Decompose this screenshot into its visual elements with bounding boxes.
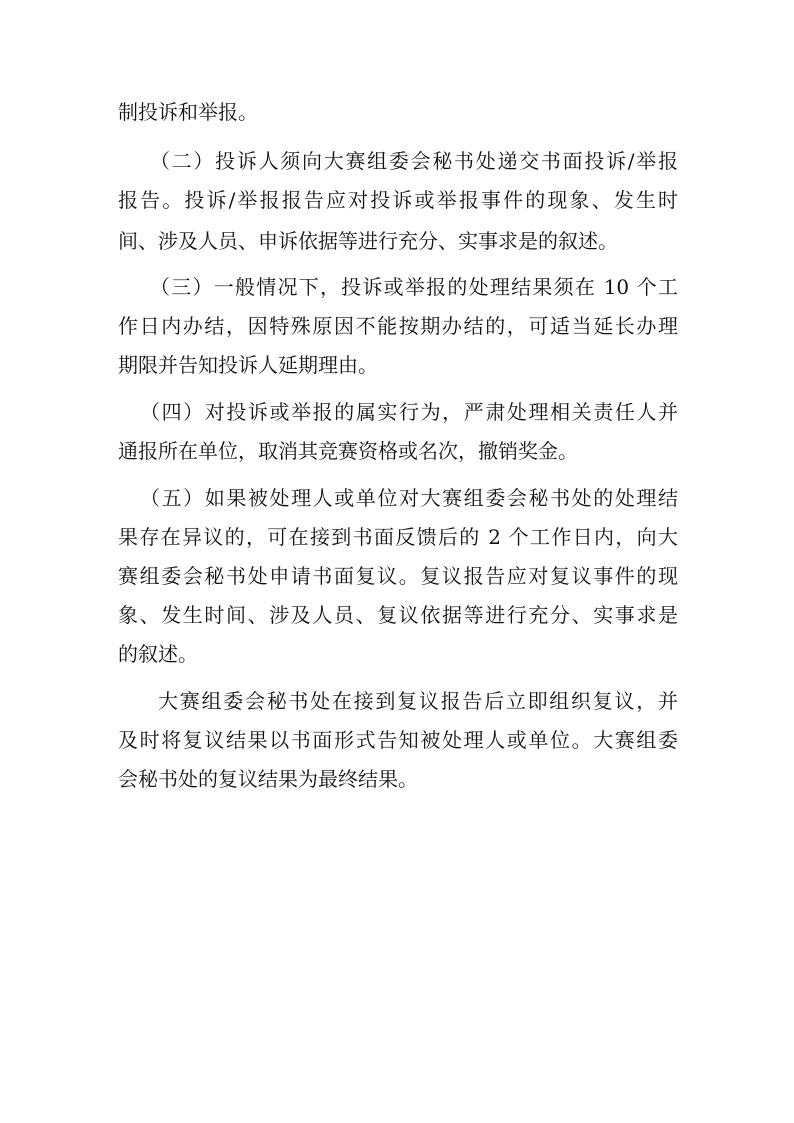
paragraph-line: 报告。投诉/举报报告应对投诉或举报事件的现象、发生时 <box>118 188 678 212</box>
paragraph-line: 赛组委会秘书处申请书面复议。复议报告应对复议事件的现 <box>118 564 678 588</box>
paragraph-line: 果存在异议的，可在接到书面反馈后的 2 个工作日内，向大 <box>118 525 678 549</box>
paragraph-line: 间、涉及人员、申诉依据等进行充分、实事求是的叙述。 <box>118 229 618 253</box>
paragraph-line: 制投诉和举报。 <box>118 100 258 124</box>
paragraph-line: 期限并告知投诉人延期理由。 <box>118 353 378 377</box>
paragraph-line: 作日内办结，因特殊原因不能按期办结的，可适当延长办理 <box>118 314 678 338</box>
paragraph-line: 大赛组委会秘书处在接到复议报告后立即组织复议，并 <box>158 689 678 713</box>
paragraph-line: （五）如果被处理人或单位对大赛组委会秘书处的处理结 <box>140 486 678 510</box>
paragraph-line: 通报所在单位，取消其竞赛资格或名次，撤销奖金。 <box>118 439 578 463</box>
paragraph-line: 象、发生时间、涉及人员、复议依据等进行充分、实事求是 <box>118 603 678 627</box>
paragraph-line: 会秘书处的复议结果为最终结果。 <box>118 767 418 791</box>
paragraph-line: （三）一般情况下，投诉或举报的处理结果须在 10 个工 <box>150 275 678 299</box>
paragraph-line: 及时将复议结果以书面形式告知被处理人或单位。大赛组委 <box>118 728 678 752</box>
paragraph-line: 的叙述。 <box>118 642 198 666</box>
paragraph-line: （二）投诉人须向大赛组委会秘书处递交书面投诉/举报 <box>150 149 678 173</box>
paragraph-line: （四）对投诉或举报的属实行为，严肃处理相关责任人并 <box>140 400 678 424</box>
